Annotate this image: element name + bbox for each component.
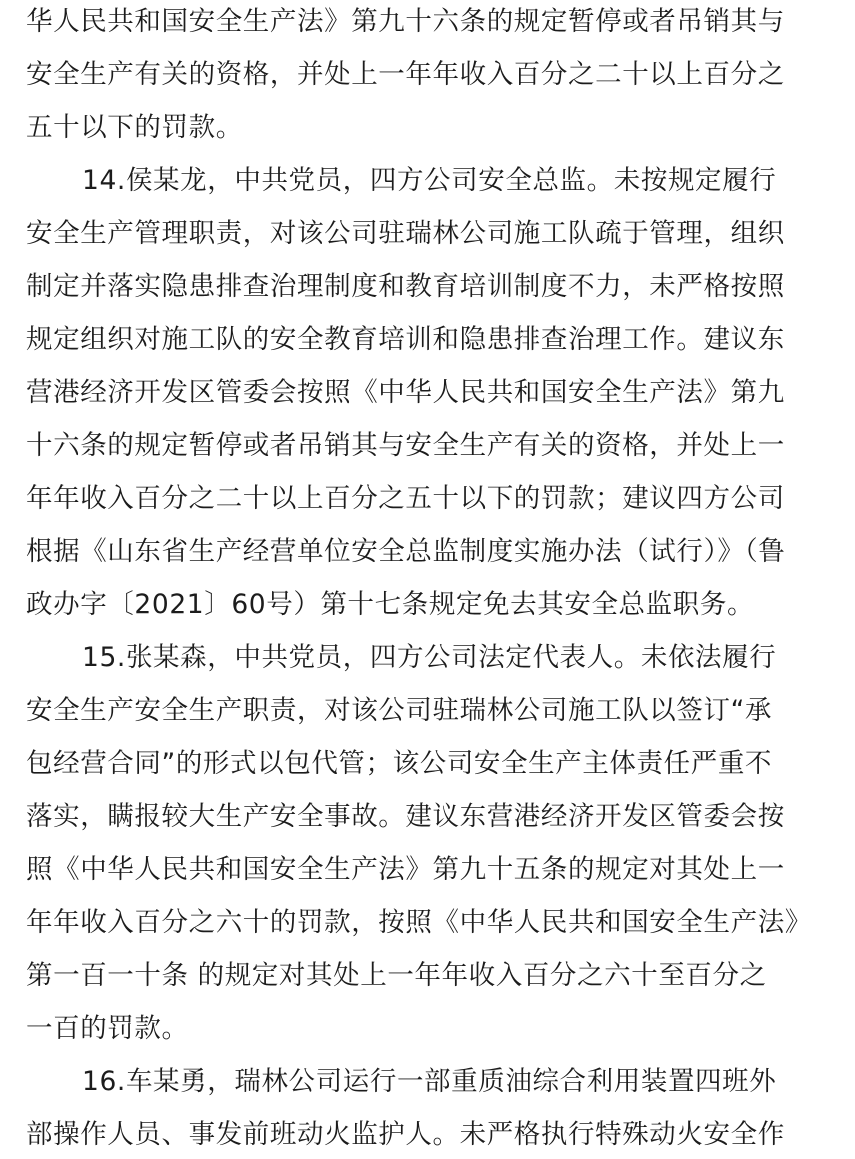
text-line: 十六条的规定暂停或者吊销其与安全生产有关的资格，并处上一 (26, 430, 785, 461)
text-line: 根据《山东省生产经营单位安全总监制度实施办法（试行）》（鲁 (26, 536, 786, 567)
paragraph-item-16-start: 16.车某勇，瑞林公司运行一部重质油综合利用装置四班外 (82, 1066, 777, 1097)
text-line: 政办字〔2021〕60号）第十七条规定免去其安全总监职务。 (26, 589, 755, 620)
text-line: 五十以下的罚款。 (26, 112, 243, 143)
text-line: 包经营合同”的形式以包代管；该公司安全生产主体责任严重不 (26, 748, 773, 779)
text-line: 部操作人员、事发前班动火监护人。未严格执行特殊动火安全作 (26, 1119, 785, 1150)
text-line: 制定并落实隐患排查治理制度和教育培训制度不力，未严格按照 (26, 271, 785, 302)
text-line: 安全生产安全生产职责，对该公司驻瑞林公司施工队以签订“承 (26, 695, 773, 726)
text-line: 一百的罚款。 (26, 1013, 189, 1044)
text-line: 华人民共和国安全生产法》第九十六条的规定暂停或者吊销其与 (26, 6, 785, 37)
text-line: 第一百一十条 的规定对其处上一年年收入百分之六十至百分之 (26, 960, 767, 991)
text-line: 规定组织对施工队的安全教育培训和隐患排查治理工作。建议东 (26, 324, 785, 355)
text-line: 年年收入百分之二十以上百分之五十以下的罚款；建议四方公司 (26, 483, 785, 514)
text-line: 年年收入百分之六十的罚款，按照《中华人民共和国安全生产法》 (26, 907, 812, 938)
paragraph-item-15-start: 15.张某森，中共党员，四方公司法定代表人。未依法履行 (82, 642, 777, 673)
text-line: 安全生产管理职责，对该公司驻瑞林公司施工队疏于管理，组织 (26, 218, 785, 249)
text-line: 安全生产有关的资格，并处上一年年收入百分之二十以上百分之 (26, 59, 785, 90)
paragraph-item-14-start: 14.侯某龙，中共党员，四方公司安全总监。未按规定履行 (82, 165, 777, 196)
text-line: 照《中华人民共和国安全生产法》第九十五条的规定对其处上一 (26, 854, 785, 885)
text-line: 落实，瞒报较大生产安全事故。建议东营港经济开发区管委会按 (26, 801, 785, 832)
text-line: 营港经济开发区管委会按照《中华人民共和国安全生产法》第九 (26, 377, 785, 408)
